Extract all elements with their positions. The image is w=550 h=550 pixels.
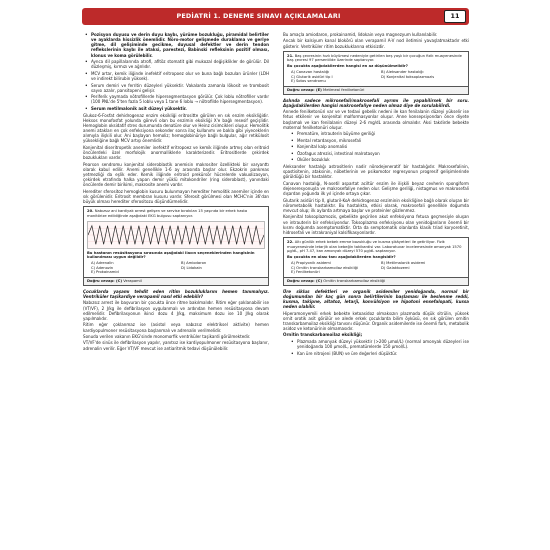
- answer-line: [284, 86, 468, 94]
- option: B) Metilmalonik asidemi: [381, 260, 426, 265]
- question-box-20: [83, 206, 269, 286]
- list-item: • Prematüre, intrauterin büyüme geriliği: [283, 131, 469, 136]
- list-item: • Kan üre nitrojeni (BUN) ve üre değerleri düşüktür.: [283, 351, 469, 356]
- paragraph: Aleksander hastalığı astrositlerin nadir nörodejeneratif bir hastalığıdır. Makrosefalinin, spastisitenin, ataksinin, nöbetlerinin ve psikomotor regresyonun progresif gelişimlerinde görüldüğü bir hastalıktır.: [283, 164, 469, 180]
- question-ask: Bu çocukta aşağıdakilerden hangisi en az düşünülmelidir?: [287, 64, 408, 69]
- list-item: • Oküler bozukluk: [283, 157, 469, 162]
- paragraph: Nabızsız arrest ile başvuran bir çocukta önce ritme bakılmalıdır. Ritim eğer şoklanabilir ise (VT/VF), 2 J/kg ile defibrilasyon uygulanmalı ve ardından hemen resüsitasyona devam edilmelidir. Defibrilasyonun ikinci dozu 4 J/kg, maksimum dozu ise 10 J/kg olarak yapılmalıdır.: [83, 300, 269, 321]
- paragraph: Bu amaçla amiodaron, prokainamid, lidokain veya magnezyum kullanılabilir.: [283, 32, 438, 37]
- question-number: 22.: [287, 239, 294, 244]
- option: C) Adenozin: [91, 265, 114, 270]
- paragraph: Çocuklarda yaşamı tehdit eden ritim bozukluklarını hemen tanımalıyız. Ventriküler taşikardiye verapamil nasıl etki edebilir?: [83, 288, 269, 299]
- answer-line: [84, 277, 268, 285]
- question-ask: Bu hastanın resüsitasyonu sırasında aşağıdaki ilacın seçeneklerinden hangisinin kullanılması uygun değildir?: [87, 250, 255, 260]
- paragraph: Herediter sferositoz hemoglobin kusuru bulunmayan herediter hemolitik anemiler içinde en sık görülenidir. Eritrosit membran kusuru vardır. Sferosit görülmesi olan MCHC'nin 36'dan büyük olması herediter sferositozu düşündürmelidir.: [83, 188, 269, 205]
- question-stem: Altı günlük erkek bebek emme bozukluğu ve kusma şikâyetleri ile getiriliyor. Fizik muayenesinde letarjik olan bebeğin takikardisi var. Laboratuvar incelemesinde amonyak 1570 µg/dL, pH 7.47, kan amonyak düzeyi 570 µg/dL saptanıyor.: [287, 239, 462, 254]
- header-title: PEDİATRİ 1. DENEME SINAVI AÇIKLAMALARI: [176, 12, 341, 20]
- option: C) Ornitin transkarbamoilaz eksikliği: [291, 265, 358, 270]
- paragraph: Glutarik asidüri tip II, glutaril-KoA dehidrogenaz enziminin eksikliğine bağlı olarak oluşan bir nörometabolik hastalıktır. Bu hastalıkta, etkisi olarak, makrosefali genellikle doğumda mevcut olup; ilk aylarda artmaya başlar ve proteinler gözlenmez.: [283, 197, 469, 213]
- paragraph: Üre siklus defektleri ve organik asidemiler yenidoğanda, normal bir doğumundan bir kaç gün sonra belirtilerinin başlaması ile beslenme reddi, kusma, takipne, altatoz, letarji, konvülsiyon ve hipotoni ensefalopati, kussa neden olabilir.: [283, 288, 469, 310]
- answer-label: Doğru cevap: (E): [287, 87, 322, 92]
- b12-bullet-list: [83, 32, 269, 111]
- paragraph: Konjenital toksoplazmozis, gebelikte geçirilen akut enfeksiyona fetusa geçmesiyle oluşan ve intrauterin bir enfeksiyondur. Toksoplazma enfeksiyonu olan yenidoğanların önemli bir kısmı doğumda asemptomatiktir. Orta da semptomatik olanlarda klasik triad koryoretinit, hidrosefali ve intrakraniyal kalsifikasyonlardır.: [283, 214, 469, 235]
- ecg-strip-image: [87, 221, 265, 249]
- option: E) Prokainamid: [91, 270, 119, 275]
- paragraph: Sonuda verilen vakanın EKG'sinde monomorfik ventriküler taşikardi görülmektedir.: [83, 333, 251, 339]
- option: [381, 79, 465, 84]
- answer-label: Doğru cevap: (C): [287, 278, 323, 283]
- paragraph: Konjenital diseritropetik anemiler inefektif eritropoez ve kemik iliğinde artmış olan eritroid öncülerdeki özel morfolojik anormalliklerle karakterizedir. Eritrositlerde çekirdek bozuklukları vardır.: [83, 144, 269, 161]
- list-item: • Pozisyon duyusu ve derin duyu kaybı, yürüme bozukluğu, piramidal belirtiler ve ayaklarda hissizlik önemlidir. Nöro-motor gelişmede duraklama ve geriye gitme, dil gelişiminde gecikme, duyusal defektler ve derin tendon reflekslerinin kaybı ile ataksi, parestezi, Babinski refleksinin pozitif olması, klonus ve koma görülebilir.: [83, 32, 269, 58]
- option: A) Canavan hastalığı: [291, 69, 330, 74]
- answer-value: Verapamil: [123, 279, 142, 284]
- list-item: • Aynca dil papillalarında atrofi, afitöz stomatit gibi mukozal değişiklikler de görülür. Dil düzleşmiş, kırmızı ve ağrılıdır.: [83, 59, 269, 69]
- option: [181, 270, 265, 275]
- left-column: [83, 32, 269, 352]
- paragraph: Ornitin transkarbamoilaz eksikliği;: [283, 332, 363, 338]
- pku-bullet-list: [283, 131, 469, 162]
- paragraph: Canavan hastalığı, N-asetil aspartat aciltür enzim ile ilişkili beyaz cevherin spongiform dejeneresyonuyla ve makrosefaliye neden olur. Gelişme geriliği, nistagmus ve makrosefali dışardan yoğunda ilk yıl içinde ortaya çıkar.: [283, 180, 469, 197]
- paragraph: Ancak bir kalsiyum kanal blokörü olan verapamil A-V nod iletimini yavaşlatmaktadır etki gösterir. Ventriküler ritim bozukluklarına etkisizdir.: [283, 38, 469, 49]
- answer-value: Metimeal fenilketonüri: [323, 87, 365, 92]
- option: A) Propiyonik asidemi: [291, 260, 331, 265]
- list-item: • Plazmada amonyak düzeyi yüksektir (>200 µmol/L) (normal amonyak düzeyleri ise yenidoğanda 100 µmol/L, prematürelerde 150 µmol/L).: [283, 339, 469, 349]
- page-header: [82, 8, 469, 25]
- list-item: • Konjenital kalp anomalisi: [283, 144, 469, 149]
- list-item: • Mental retardasyon, mikrosefali: [283, 138, 469, 143]
- list-item: • Özofagus atrezisi, intestinal malrotasyon: [283, 151, 469, 156]
- paragraph: VT/VF'de sinüs ile defibrilasyon yapılır, yanıtsız ise kardiyopulmoner resüsitasyona başlanır, adrenalin verilir. Eğer VT/VF mevcut ise antiaritmik tedavi düşünülebilir.: [83, 340, 269, 351]
- option: B) Aleksander hastalığı: [381, 69, 424, 74]
- option: C) Glutarik asidüri tip I: [291, 74, 333, 79]
- answer-options: [287, 70, 465, 84]
- answer-label: Doğru cevap: (C): [87, 279, 123, 284]
- paragraph: Hiperamonyemili erkek bebekte ketoasidoz olmaksızın plazmada düşük sitrülin, yüksek ornit orotik asit görülür ve alede erkek çocuklarda bilim öyküsü, en sık görülen ornitin transkarbamoilaz eksikliği tanısını düşünür. Organik asidemilerde ise önemli fark, metabolik asidoz ve ketonürinin olmamasıdır.: [283, 310, 470, 331]
- option: E) Fenilketonüri: [291, 270, 320, 275]
- question-number: 20.: [87, 209, 94, 214]
- otc-bullet-list: [283, 339, 469, 356]
- answer-options: [287, 261, 465, 275]
- paragraph: Annede fenilketonüri var ve ve tedavi gebelik nedeni ile kan fenilalanin düzeyi yükselir ise fetus etkilenir ve konjenital malformasyonlar oluşur. Anne konsepsiyondan önce diyete başlamalı ve kan fenilalanin düzeyi 2-6 mg/dL arasında olmalıdır. Aksi takdirde bebekte maternal fenilketonüri oluşur.: [283, 109, 469, 130]
- list-item: • Periferik yaymada nötrofillerde hipersegmentasyon görülür. Çok loblu nötrofiller vardır (100 PNL'de 5'ten fazla 5 loblu veya 1 tane 6 loblu → nötrofilde hipersegmentasyon).: [83, 94, 269, 104]
- question-stem: Nabızsız ani kardiyak arrest gelişen ve servise bırakılan 15 yaşında bir erkek hasta monitörize edildiğinde aşağıdaki EKG bulgusu saptanıyor.: [87, 209, 248, 218]
- list-item: • Serum demiri ve ferritin düzeyleri yüksektir. Vakalarda zamanla lökosit ve trombosit sayısı azalır, pansitopeni gelişir.: [83, 83, 269, 93]
- list-item: • Serum metilmalonik asit düzeyi yüksektir.: [83, 106, 269, 111]
- question-ask: Bu çocukta en olası tanı aşağıdakilerden hangisidir?: [287, 255, 396, 260]
- option: D) Konjenital toksoplazmozis: [381, 74, 435, 79]
- page-number: 11: [444, 10, 466, 23]
- option: E) Sotos sendromu: [291, 79, 326, 84]
- list-item: • MCV artar, kemik iliğinde inefektif eritropoez olur ve buna bağlı bozulan ürünler (LDH ve indirekt bilirubin yüksek).: [83, 71, 269, 81]
- question-box-22: [283, 237, 469, 286]
- question-number: 21.: [287, 53, 294, 58]
- question-stem: Baş çevresinin hızlı büyümesi nedeniyle getirilen beş yaşlı bir çocuğun fizik muayenesinde baş çevresi 97 persentilde üzerinde saptanıyor.: [287, 53, 462, 63]
- option: B) Amiodaron: [181, 261, 207, 265]
- paragraph: Glukoz-6-Fosfat dehidrogenaz enzim eksikliği eritrositte görülen en sık enzim eksikliğidir. Heksos monofosfat yolunda görevli olan bu enzimin eksikliği X'e bağlı resesif geçişlidir. Hemoglobin oksidatif stres durumunda denatüre olur ve Heinz cisimcikleri oluşur. Hemolitik anemi atakları en çok enfeksiyona sekonder sonra ilaç kullanımı ve bakla gibi yiyeceklerin alımıyla ilişkili olur. Ani başlayan hemoliz; hemoglobinüriye bağlı bulgular, ağır retikülosit yüksekliğine bağlı MCV artışı önemlidir.: [83, 112, 269, 144]
- paragraph: Ritim eğer çoklanmaz ise (asistol veya nabızsız elektriksel aktivite) hemen kardiyopulmoner resüsitasyona başlanmalı ve adrenalin verilmelidir.: [83, 322, 269, 333]
- answer-value: Ornitin transkarbamoilaz eksikliği: [323, 278, 385, 283]
- right-column: [283, 32, 469, 357]
- option: D) Galaktozemi: [381, 265, 410, 270]
- paragraph: Pearson sendromu konjenital sideroblastik anemisin makrositer özellikteki bir varyanttı olarak kabul edilir. Anemi genellikle 1-6 ay arasında başlar olur. Ekzokrin pankreas yetmezliği da eşlik eder. Kemik iliğinde eritroid prekürsör hücrelerde vakuolizasyon, çekirdek etrafında halka yapan demir yüklü mitokondriler (ring sideroblast), yanındaki öncülerde demir birikimi, makrosite anemi vardır.: [83, 161, 269, 188]
- paragraph: Aslında sadece mikrosefali/makrosefali ayrımı ile yapabilirsek bir soru. Aşağıdakilerden hangisi makrosefaliye neden olmaz diye de sorulabilirdi.: [283, 97, 469, 108]
- answer-options: [87, 261, 265, 275]
- answer-line: [284, 277, 468, 285]
- option: [381, 270, 465, 275]
- option: D) Lidokain: [181, 265, 202, 270]
- option: A) Adrenalin: [91, 261, 114, 265]
- question-box-21: [283, 51, 469, 95]
